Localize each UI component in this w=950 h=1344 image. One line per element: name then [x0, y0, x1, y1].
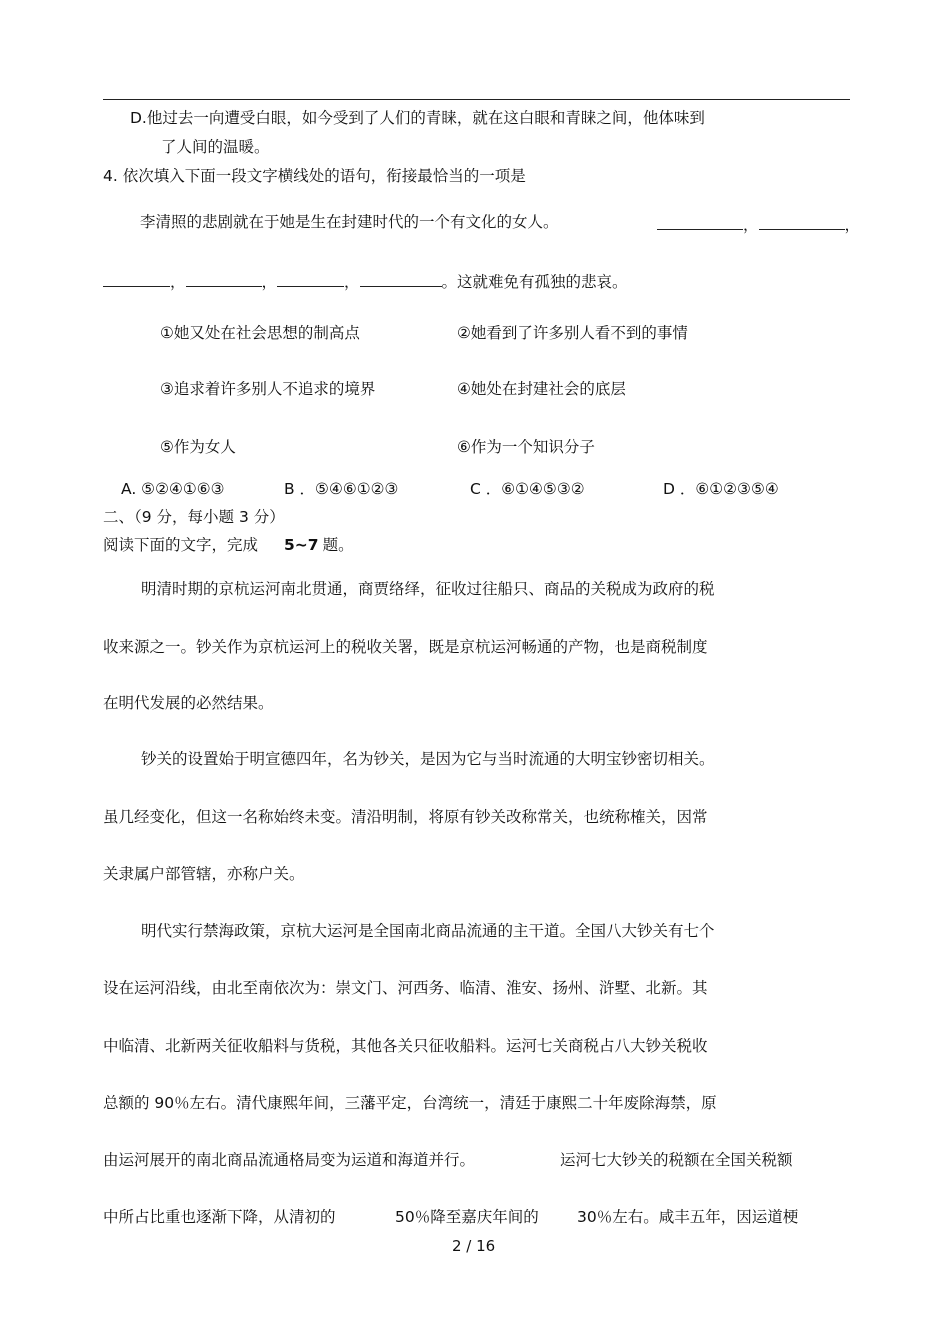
- comma: ，: [261, 273, 278, 291]
- instruction-suffix: 题。: [322, 536, 354, 554]
- passage-start-text: 李清照的悲剧就在于她是生在封建时代的一个有文化的女人。: [140, 213, 559, 231]
- item-3: ③追求着许多别人不追求的境界: [160, 380, 376, 398]
- passage-line-12c: 30％左右。咸丰五年，因运道梗: [577, 1208, 799, 1226]
- item-2: ②她看到了许多别人看不到的事情: [457, 324, 688, 342]
- comma: ，: [844, 216, 861, 234]
- blank-3: [103, 271, 170, 287]
- passage-line-6: 关隶属户部管辖，亦称户关。: [103, 865, 305, 883]
- question-4-stem: 4. 依次填入下面一段文字横线处的语句，衔接最恰当的一项是: [103, 167, 526, 185]
- passage-line-11b: 运河七大钞关的税额在全国关税额: [560, 1151, 793, 1169]
- question-4-passage-line2: [103, 271, 628, 291]
- option-d-line2: 了人间的温暖。: [161, 138, 270, 156]
- comma: ，: [170, 273, 186, 291]
- item-4: ④她处在封建社会的底层: [457, 380, 626, 398]
- blank-4: [186, 271, 262, 287]
- item-6: ⑥作为一个知识分子: [457, 438, 595, 456]
- blank-1: [657, 214, 743, 230]
- answer-d: D ．⑥①②③⑤④: [663, 480, 779, 498]
- passage-line-11a: 由运河展开的南北商品流通格局变为运道和海道并行。: [103, 1151, 476, 1169]
- blank-5: [277, 271, 344, 287]
- passage-line-3: 在明代发展的必然结果。: [103, 694, 274, 712]
- item-1: ①她又处在社会思想的制高点: [160, 324, 360, 342]
- answer-b: B ．⑤④⑥①②③: [284, 480, 399, 498]
- passage-line-5: 虽几经变化，但这一名称始终未变。清沿明制，将原有钞关改称常关，也统称榷关，因常: [103, 808, 708, 826]
- passage-line-1: 明清时期的京杭运河南北贯通，商贾络绎，征收过往船只、商品的关税成为政府的税: [141, 580, 715, 598]
- blank-line-1: [657, 214, 860, 234]
- section-2-instruction: [103, 538, 354, 554]
- page-number: 2 / 16: [452, 1237, 496, 1255]
- answer-c: C ．⑥①④⑤③②: [470, 480, 585, 498]
- section-2-heading: 二、（9 分，每小题 3 分）: [103, 508, 285, 526]
- option-d-line1: D.他过去一向遭受白眼，如今受到了人们的青睐，就在这白眼和青睐之间，他体味到: [130, 109, 705, 127]
- instruction-range: 5~7: [284, 536, 319, 554]
- passage-line-8: 设在运河沿线，由北至南依次为：崇文门、河西务、临清、淮安、扬州、浒墅、北新。其: [103, 979, 708, 997]
- comma: ，: [743, 216, 759, 234]
- answer-a: A. ⑤②④①⑥③: [121, 480, 225, 498]
- item-5: ⑤作为女人: [160, 438, 236, 456]
- passage-line-4: 钞关的设置始于明宣德四年，名为钞关，是因为它与当时流通的大明宝钞密切相关。: [141, 750, 715, 768]
- instruction-prefix: 阅读下面的文字，完成: [103, 536, 259, 554]
- passage-line-12a: 中所占比重也逐渐下降，从清初的: [103, 1208, 336, 1226]
- passage-line-9: 中临清、北新两关征收船料与货税，其他各关只征收船料。运河七关商税占八大钞关税收: [103, 1037, 708, 1055]
- passage-line-2: 收来源之一。钞关作为京杭运河上的税收关署，既是京杭运河畅通的产物，也是商税制度: [103, 638, 708, 656]
- header-rule: [103, 99, 850, 100]
- blank-6: [360, 271, 442, 287]
- comma: ，: [344, 273, 360, 291]
- passage-end-text: 。这就难免有孤独的悲哀。: [441, 273, 628, 291]
- blank-2: [759, 214, 845, 230]
- passage-line-12b: 50％降至嘉庆年间的: [395, 1208, 539, 1226]
- passage-line-10: 总额的 90％左右。清代康熙年间，三藩平定，台湾统一，清廷于康熙二十年废除海禁，原: [103, 1094, 717, 1112]
- question-4-passage-line1: [140, 215, 559, 231]
- passage-line-7: 明代实行禁海政策，京杭大运河是全国南北商品流通的主干道。全国八大钞关有七个: [141, 922, 715, 940]
